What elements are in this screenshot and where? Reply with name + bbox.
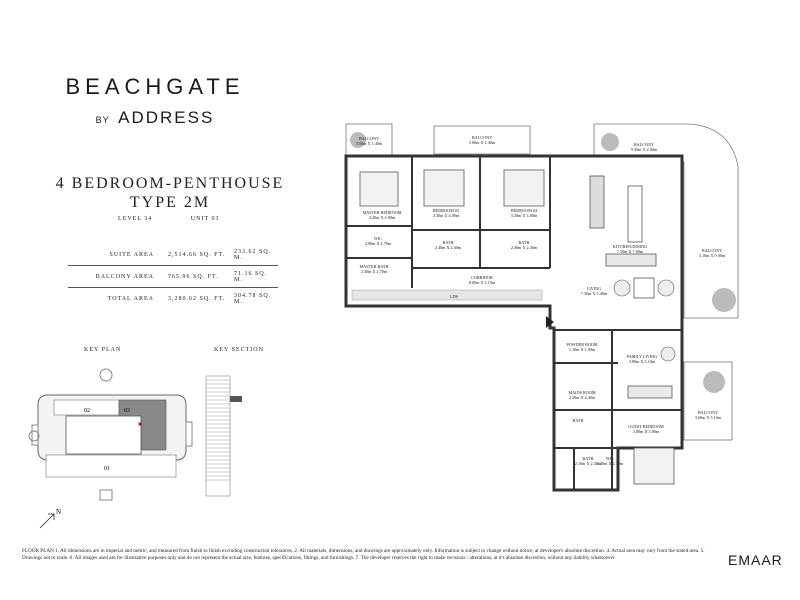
- balcony-lower-dim: 3.60m X 5.10m: [694, 415, 722, 420]
- powder-room-dim: 1.10m X 1.90m: [568, 347, 596, 352]
- wic2-label: WIC: [605, 456, 615, 461]
- key-plan-title: KEY PLAN: [84, 347, 122, 353]
- area-sqm: 71.16 SQ. M.: [234, 270, 268, 283]
- balcony-right-top-dim: 9.30m X 2.00m: [630, 147, 658, 152]
- bath1-dim: 2.40m X 2.40m: [434, 245, 462, 250]
- powder-room-label: POWDER ROOM: [566, 342, 598, 347]
- unit-level: LEVEL 34: [118, 216, 153, 222]
- key-plan-diagram: [26, 360, 196, 520]
- area-sqm: 304.78 SQ. M.: [234, 292, 272, 305]
- living-dim: 7.30m X 5.40m: [580, 291, 608, 296]
- brand-sub-logo: [0, 108, 310, 128]
- kitchen-dim: 7.50m X 7.00m: [616, 249, 644, 254]
- balcony-right-top-label: BALCONY: [633, 142, 655, 147]
- key-section-title: KEY SECTION: [214, 347, 264, 353]
- family-living-dim: 3.80m X 5.10m: [628, 359, 656, 364]
- corridor-label: CORRIDOR: [471, 275, 493, 280]
- balcony-small-dim: 3.00m X 1.40m: [355, 141, 383, 146]
- unit-title: [20, 174, 320, 212]
- area-table: [68, 244, 278, 309]
- balcony-small-label: BALCONY: [358, 136, 380, 141]
- maids-room-dim: 2.30m X 2.40m: [568, 395, 596, 400]
- area-label: TOTAL AREA: [107, 295, 154, 302]
- balcony-lower-label: BALCONY: [697, 410, 719, 415]
- guest-bedroom-dim: 3.80m X 3.80m: [632, 429, 660, 434]
- area-label: SUITE AREA: [109, 251, 154, 258]
- balcony-top-dim: 5.00m X 1.40m: [468, 140, 496, 145]
- disclaimer-text: FLOOR PLAN 1. All dimensions are in imperial and metric, and measured from finish to finish excluding construction tolerances. 2. All materials, dimensions, and drawings are approximately only. Information is subject to change without notice, at developer's absolute discretion. 4. Actual area may vary from the stated area. 5. Drawings not to scale. 6. All images used are for illustrative purposes only and do not represent the actual size, features, specifications, fittings, and furnishings. 7. The developer reserves the right to make revisions / alterations, at it's absolute discretion, without any liability whatsoever.: [22, 548, 705, 561]
- master-bath-dim: 3.30m X 2.70m: [360, 269, 388, 274]
- family-living-label: FAMILY LIVING: [626, 354, 658, 359]
- maids-room-label: MAIDS ROOM: [568, 390, 596, 395]
- kitchen-label: KITCHEN/DINING: [612, 244, 648, 249]
- area-row: [68, 244, 278, 266]
- brand-logo: BEACHGATE: [65, 74, 245, 99]
- key-section-diagram: [200, 370, 250, 510]
- brand-address: ADDRESS: [118, 108, 215, 127]
- unit-meta: [118, 216, 256, 222]
- balcony-right-dim: 3.10m X 9.00m: [698, 253, 726, 258]
- balcony-right-label: BALCONY: [701, 248, 723, 253]
- area-row: [68, 266, 278, 288]
- unit-type: 4 BEDROOM-PENTHOUSE: [55, 175, 285, 192]
- floor-plan: [338, 118, 750, 492]
- bedroom3-label: BEDROOM 03: [432, 208, 460, 213]
- bath2-label: BATH: [518, 240, 530, 245]
- bath4-dim: 2.10m X 2.40m: [574, 461, 602, 466]
- bath3-label: BATH: [572, 418, 584, 423]
- lds-label: LDS: [450, 294, 458, 299]
- area-label: BALCONY AREA: [95, 273, 154, 280]
- unit-number: UNIT 03: [190, 216, 220, 222]
- area-sqft: 765.96 SQ. FT.: [168, 273, 219, 280]
- master-bedroom-label: MASTER BEDROOM: [362, 210, 402, 215]
- wic-label: WIC: [373, 236, 383, 241]
- bedroom4-dim: 3.30m X 4.00m: [510, 213, 538, 218]
- bath1-label: BATH: [442, 240, 454, 245]
- key-plan-label-03: 03: [124, 408, 130, 414]
- bedroom4-label: BEDROOM 04: [510, 208, 538, 213]
- master-bath-label: MASTER BATH: [359, 264, 389, 269]
- area-sqft: 2,514.66 SQ. FT.: [168, 251, 226, 258]
- balcony-top-label: BALCONY: [471, 135, 493, 140]
- key-plan-label-01: 01: [104, 466, 110, 472]
- area-sqm: 233.62 SQ. M.: [234, 248, 272, 261]
- north-label: N: [56, 508, 62, 516]
- brand-by: BY: [95, 115, 110, 125]
- area-row: [68, 288, 278, 309]
- wic-dim: 2.90m X 1.70m: [364, 241, 392, 246]
- living-label: LIVING: [586, 286, 602, 291]
- unit-variant: TYPE 2M: [129, 194, 211, 211]
- master-bedroom-dim: 4.20m X 4.00m: [368, 215, 396, 220]
- wic2-dim: 1.40m X 2.10m: [596, 461, 624, 466]
- guest-bedroom-label: GUEST BEDROOM: [628, 424, 664, 429]
- bedroom3-dim: 3.30m X 4.00m: [432, 213, 460, 218]
- corridor-dim: 8.00m X 1.10m: [468, 280, 496, 285]
- developer-logo: EMAAR: [728, 552, 783, 568]
- bath2-dim: 2.40m X 2.40m: [510, 245, 538, 250]
- key-plan-label-02: 02: [84, 408, 90, 414]
- area-sqft: 3,280.62 SQ. FT.: [168, 295, 226, 302]
- north-arrow-icon: [36, 506, 66, 532]
- bath4-label: BATH: [582, 456, 594, 461]
